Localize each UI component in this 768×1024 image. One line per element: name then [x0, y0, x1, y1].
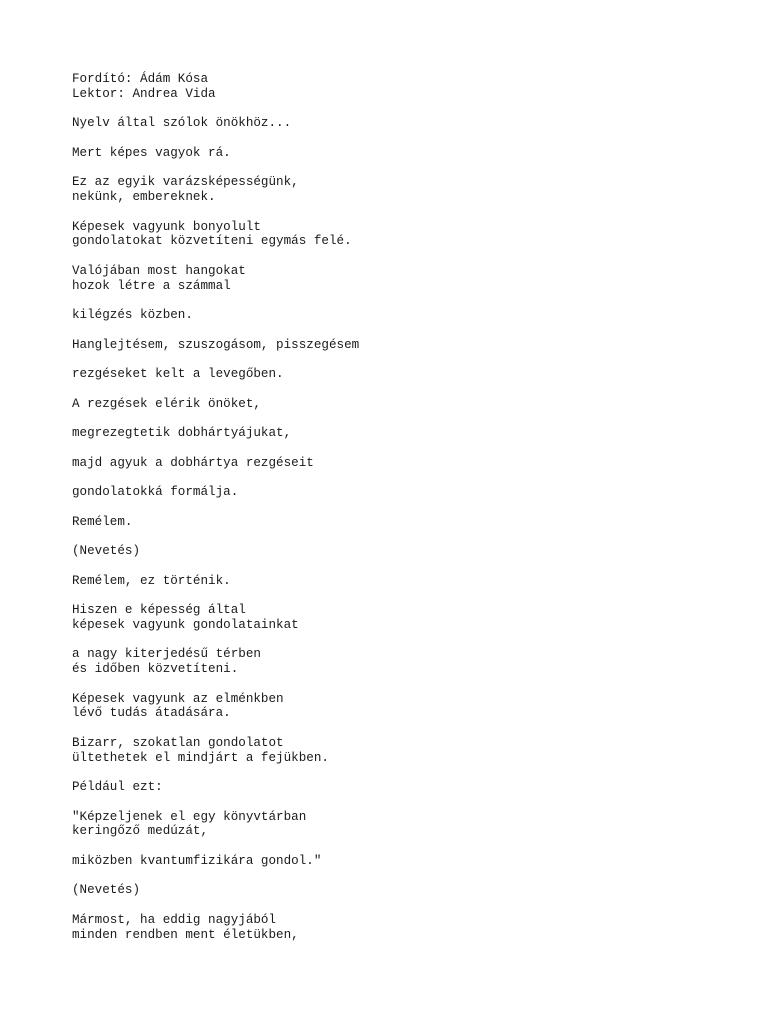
- paragraph: [72, 913, 722, 943]
- text-line: A rezgések elérik önöket,: [72, 396, 261, 411]
- text-line: a nagy kiterjedésű térben: [72, 647, 261, 662]
- paragraph: [72, 367, 722, 382]
- text-line: Valójában most hangokat: [72, 263, 246, 278]
- paragraph: [72, 308, 722, 323]
- paragraph: [72, 175, 722, 205]
- text-line: Hiszen e képesség által: [72, 603, 246, 617]
- text-line: képesek vagyunk gondolatainkat: [72, 617, 299, 632]
- paragraph: [72, 692, 722, 722]
- text-line: Mármost, ha eddig nagyjából: [72, 912, 277, 927]
- text-line: Például ezt:: [72, 780, 163, 794]
- laughter-note: (Nevetés): [72, 544, 141, 558]
- text-line: "Képzeljenek el egy könyvtárban: [72, 809, 307, 824]
- text-line: keringőző medúzát,: [72, 824, 209, 839]
- text-line: hozok létre a számmal: [72, 278, 231, 293]
- paragraph: [72, 810, 722, 840]
- translator-line: Fordító: Ádám Kósa: [72, 72, 209, 86]
- text-line: gondolatokat közvetíteni egymás felé.: [72, 234, 352, 249]
- credits-paragraph: [72, 72, 722, 102]
- document-page: [72, 72, 722, 957]
- paragraph: [72, 220, 722, 250]
- text-line: Nyelv által szólok önökhöz...: [72, 116, 292, 131]
- paragraph: [72, 515, 722, 530]
- text-line: Remélem, ez történik.: [72, 573, 231, 588]
- paragraph: [72, 603, 722, 633]
- paragraph: [72, 883, 722, 898]
- paragraph: [72, 397, 722, 412]
- paragraph: [72, 116, 722, 131]
- text-line: Remélem.: [72, 514, 133, 529]
- paragraph: [72, 426, 722, 441]
- paragraph: [72, 338, 722, 353]
- paragraph: [72, 544, 722, 559]
- paragraph: [72, 485, 722, 500]
- paragraph: [72, 854, 722, 869]
- paragraph: [72, 264, 722, 294]
- text-line: Hanglejtésem, szuszogásom, pisszegésem: [72, 337, 360, 352]
- text-line: Bizarr, szokatlan gondolatot: [72, 735, 284, 750]
- paragraph: [72, 146, 722, 161]
- text-line: Képesek vagyunk bonyolult: [72, 219, 261, 234]
- text-line: megrezegtetik dobhártyájukat,: [72, 426, 292, 440]
- text-line: Ez az egyik varázsképességünk,: [72, 175, 299, 190]
- reviewer-line: Lektor: Andrea Vida: [72, 86, 216, 101]
- text-line: ültethetek el mindjárt a fejükben.: [72, 750, 329, 765]
- paragraph: [72, 647, 722, 677]
- laughter-note: (Nevetés): [72, 883, 141, 898]
- text-line: Képesek vagyunk az elménkben: [72, 691, 284, 706]
- text-line: kilégzés közben.: [72, 308, 193, 322]
- text-line: minden rendben ment életükben,: [72, 927, 299, 942]
- paragraph: [72, 780, 722, 795]
- text-line: Mert képes vagyok rá.: [72, 145, 231, 160]
- text-line: és időben közvetíteni.: [72, 662, 239, 676]
- text-line: nekünk, embereknek.: [72, 190, 216, 204]
- text-line: gondolatokká formálja.: [72, 485, 239, 499]
- text-line: majd agyuk a dobhártya rezgéseit: [72, 455, 314, 470]
- text-line: lévő tudás átadására.: [72, 706, 231, 721]
- paragraph: [72, 456, 722, 471]
- text-line: rezgéseket kelt a levegőben.: [72, 367, 284, 381]
- paragraph: [72, 574, 722, 589]
- paragraph: [72, 736, 722, 766]
- text-line: miközben kvantumfizikára gondol.": [72, 853, 322, 868]
